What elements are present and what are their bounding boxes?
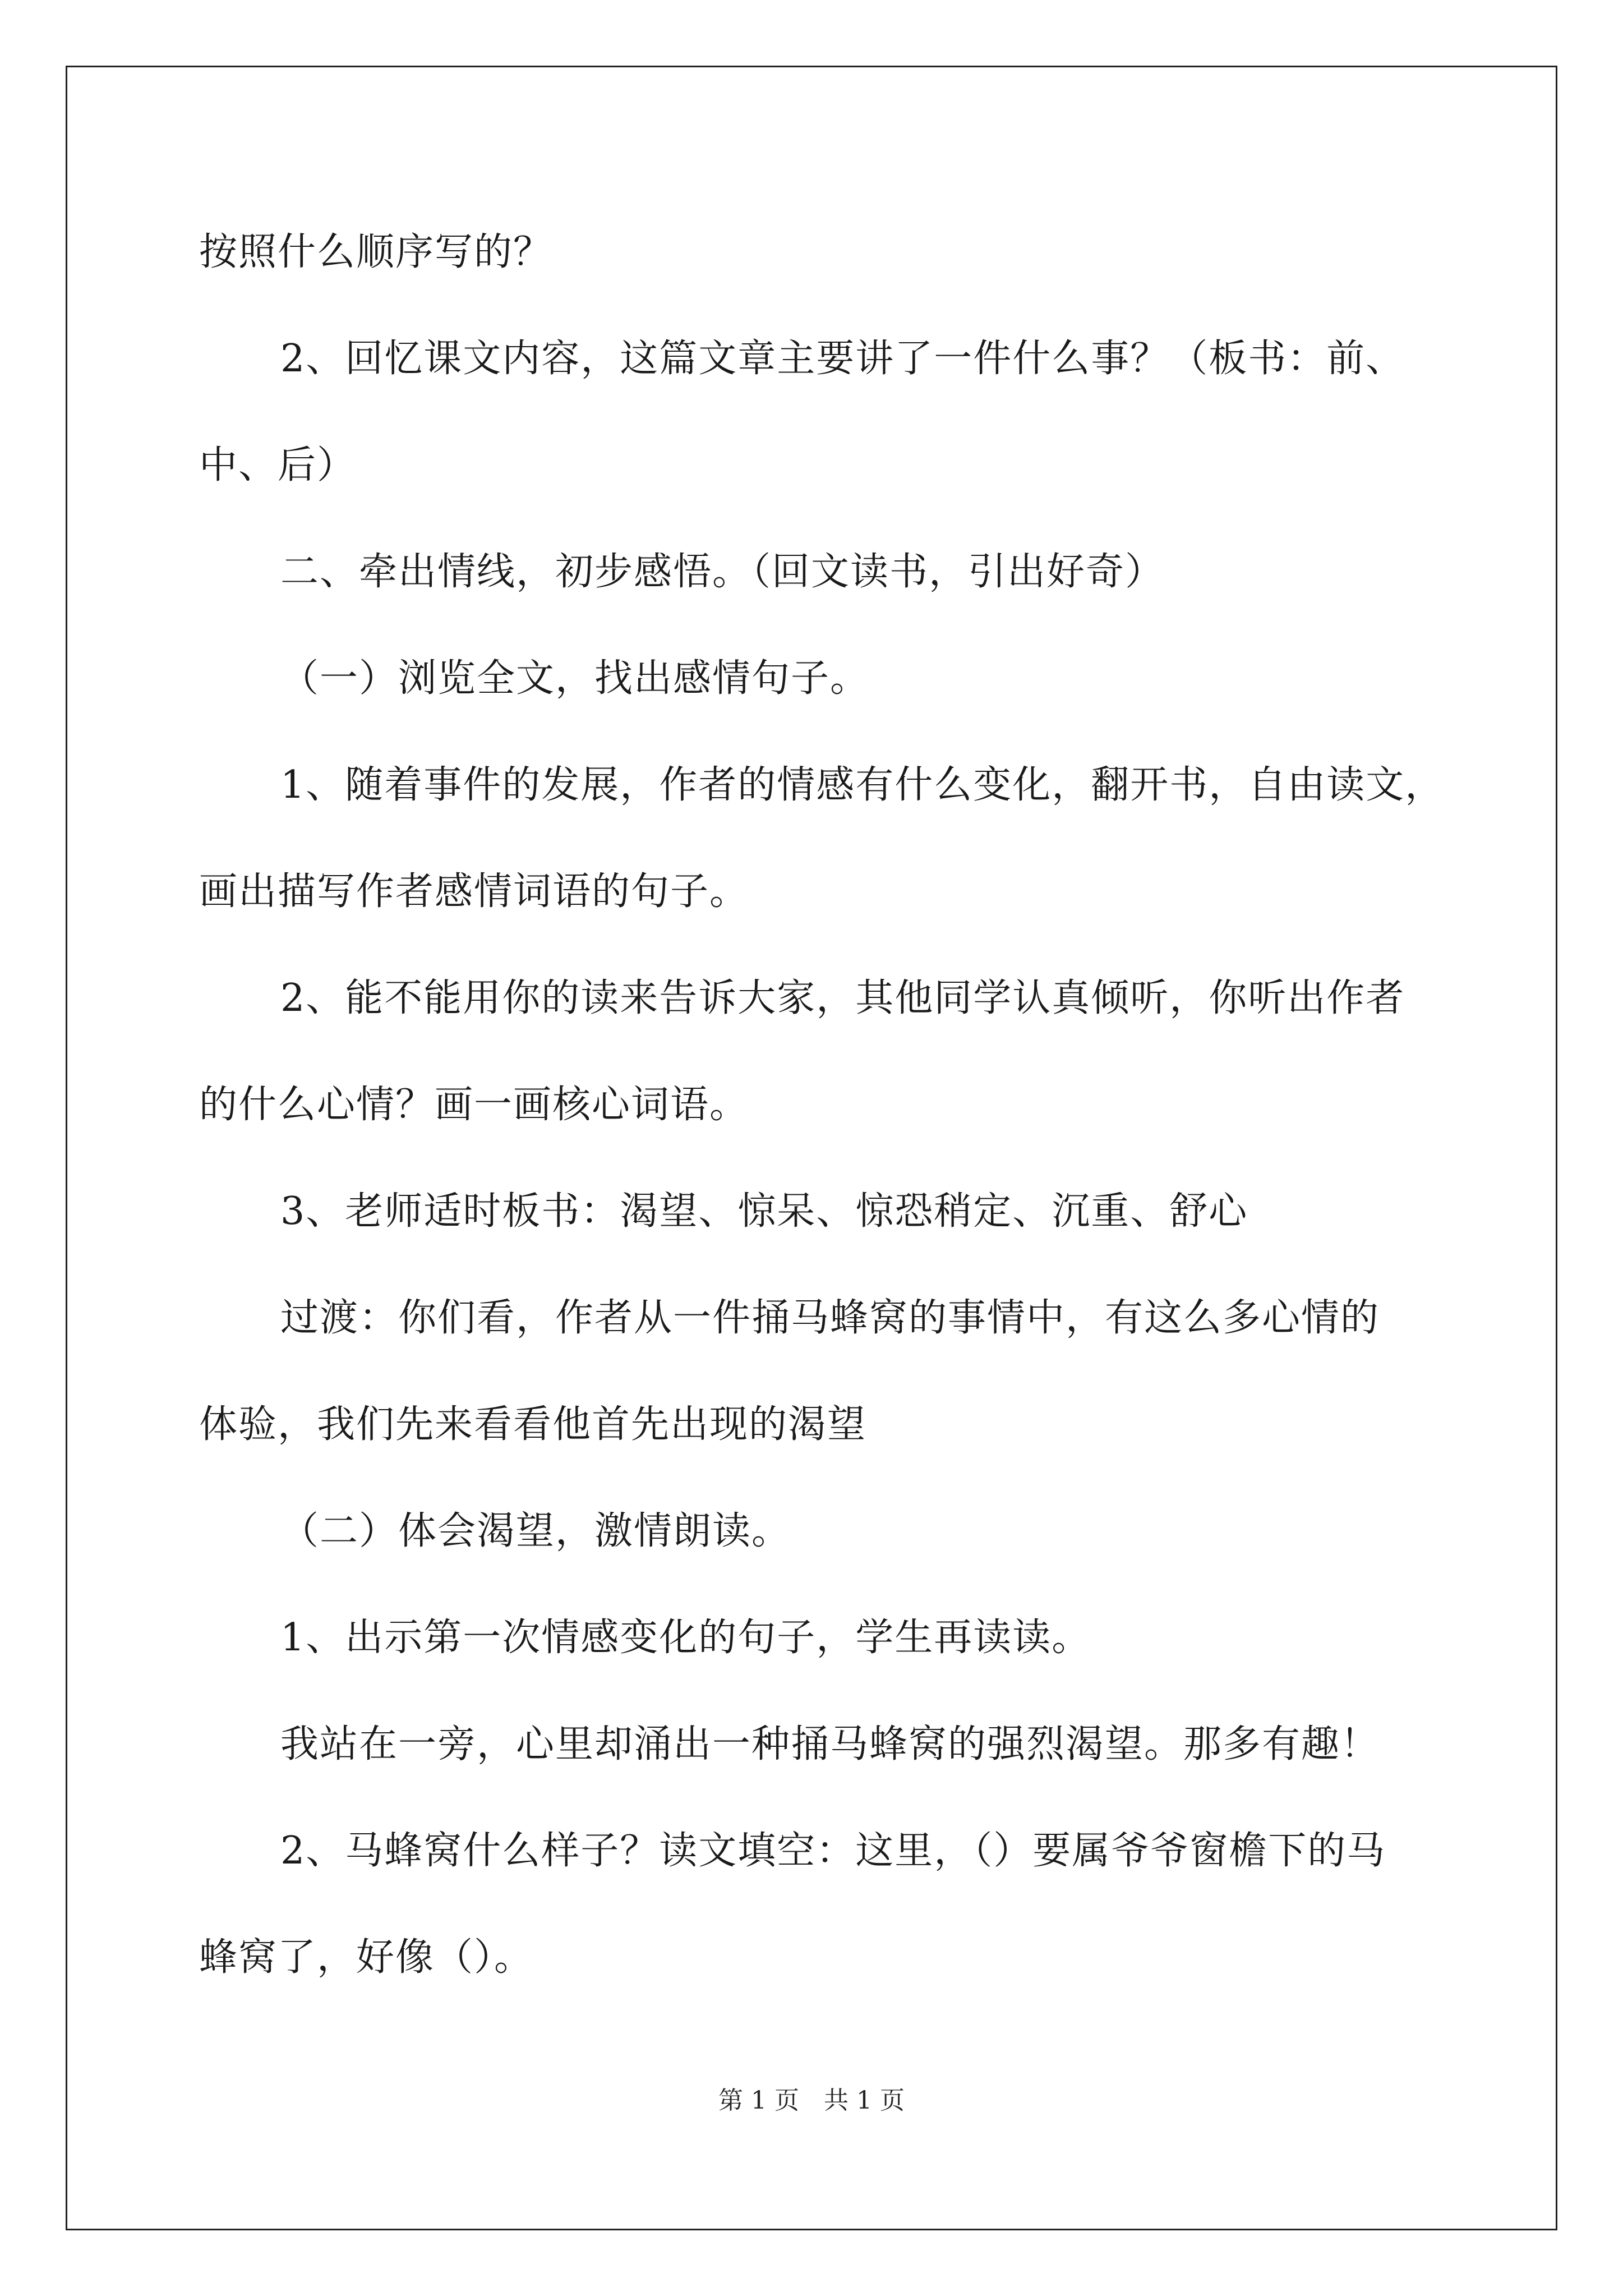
text-line: （二）体会渴望，激情朗读。	[280, 1509, 791, 1553]
text-line: 二、牵出情线，初步感悟。（回文读书，引出好奇）	[280, 550, 1165, 594]
text-line: 体验，我们先来看看他首先出现的渴望	[199, 1402, 867, 1447]
text-line: 1、出示第一次情感变化的句子，学生再读读。	[280, 1616, 1091, 1660]
text-line: 我站在一旁，心里却涌出一种捅马蜂窝的强烈渴望。那多有趣！	[280, 1722, 1380, 1766]
text-line: 3、老师适时板书：渴望、惊呆、惊恐稍定、沉重、舒心	[280, 1189, 1248, 1234]
text-line: 1、随着事件的发展，作者的情感有什么变化，翻开书，自由读文，	[280, 763, 1445, 807]
text-line: 过渡：你们看，作者从一件捅马蜂窝的事情中，有这么多心情的	[280, 1296, 1380, 1340]
text-line: 蜂窝了，好像（）。	[199, 1935, 534, 1980]
text-line: 2、马蜂窝什么样子？读文填空：这里，（）要属爷爷窗檐下的马	[280, 1829, 1386, 1873]
page-border	[66, 66, 1557, 2230]
text-line: 按照什么顺序写的？	[199, 230, 553, 274]
text-line: 画出描写作者感情词语的句子。	[199, 869, 749, 914]
text-line: 中、后）	[199, 443, 357, 487]
text-line: 2、回忆课文内容，这篇文章主要讲了一件什么事？（板书：前、	[280, 337, 1405, 381]
text-line: 2、能不能用你的读来告诉大家，其他同学认真倾听，你听出作者	[280, 976, 1405, 1020]
text-line: 的什么心情？画一画核心词语。	[199, 1083, 749, 1127]
page-number-footer: 第 1 页 共 1 页	[718, 2086, 905, 2115]
text-line: （一）浏览全文，找出感情句子。	[280, 656, 870, 701]
